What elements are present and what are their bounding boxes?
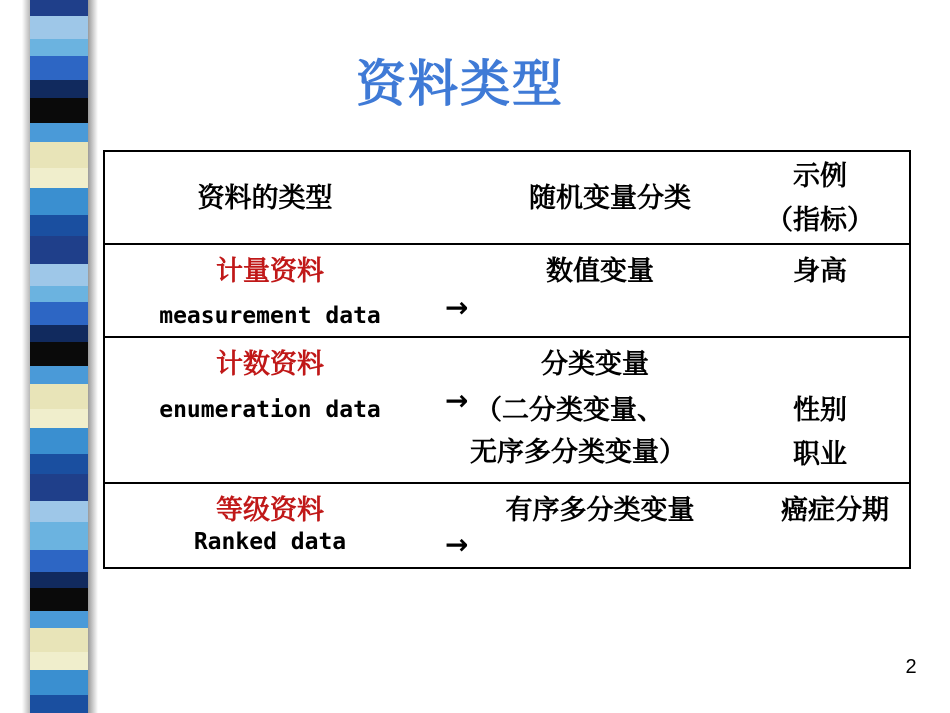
stripe-segment (30, 409, 88, 428)
row1-example: 身高 (793, 256, 847, 287)
row2-type-en: enumeration data (159, 397, 381, 423)
stripe-segment (30, 428, 88, 454)
stripe-segment (30, 98, 88, 123)
row2-variable-line2: （二分类变量、 (475, 395, 664, 426)
stripe-segment (30, 611, 88, 628)
stripe-segment (30, 454, 88, 474)
page-number: 2 (905, 656, 917, 678)
stripe-segment (30, 522, 88, 550)
stripe-segment (30, 342, 88, 366)
stripe-segment (30, 302, 88, 325)
stripe-segment (30, 572, 88, 588)
stripe-segment (30, 588, 88, 611)
stripe-segment (30, 286, 88, 302)
row1-type-cn: 计量资料 (216, 256, 324, 287)
row3-arrow: → (445, 528, 469, 561)
row2-example-line2: 职业 (793, 439, 847, 470)
decorative-stripe (30, 0, 88, 713)
header-type: 资料的类型 (197, 183, 333, 214)
stripe-segment (30, 366, 88, 384)
slide-title: 资料类型 (356, 55, 564, 113)
table-divider (105, 336, 909, 338)
stripe-segment (30, 236, 88, 264)
stripe-segment (30, 215, 88, 236)
row2-variable-line3: 无序多分类变量） (470, 437, 686, 468)
row2-arrow: → (445, 384, 469, 417)
stripe-segment (30, 325, 88, 342)
stripe-segment (30, 56, 88, 80)
stripe-segment (30, 670, 88, 695)
stripe-segment (30, 264, 88, 286)
row2-type-cn: 计数资料 (216, 349, 324, 380)
stripe-segment (30, 80, 88, 98)
header-example-line1: 示例 (793, 161, 847, 192)
stripe-segment (30, 550, 88, 572)
stripe-segment (30, 0, 88, 16)
row3-variable: 有序多分类变量 (505, 495, 695, 526)
row3-type-en: Ranked data (193, 529, 347, 555)
stripe-segment (30, 384, 88, 409)
header-example-line2: （指标） (766, 205, 874, 236)
row3-type-cn: 等级资料 (216, 495, 324, 526)
table-divider (105, 482, 909, 484)
stripe-shadow (88, 0, 98, 713)
row2-variable-line1: 分类变量 (541, 349, 649, 380)
data-type-table (103, 150, 911, 569)
stripe-segment (30, 123, 88, 142)
header-variable: 随机变量分类 (529, 183, 691, 214)
table-divider (105, 243, 909, 245)
stripe-segment (30, 695, 88, 713)
stripe-segment (30, 628, 88, 652)
stripe-segment (30, 652, 88, 670)
stripe-segment (30, 168, 88, 188)
row1-type-en: measurement data (159, 303, 381, 329)
stripe-segment (30, 501, 88, 522)
row3-example: 癌症分期 (781, 495, 889, 526)
row1-arrow: → (445, 291, 469, 324)
stripe-segment (30, 16, 88, 39)
stripe-edge (22, 0, 30, 713)
stripe-segment (30, 39, 88, 56)
stripe-segment (30, 142, 88, 168)
row1-variable: 数值变量 (546, 256, 654, 287)
row2-example-line1: 性别 (793, 395, 847, 426)
stripe-segment (30, 188, 88, 215)
stripe-segment (30, 474, 88, 501)
